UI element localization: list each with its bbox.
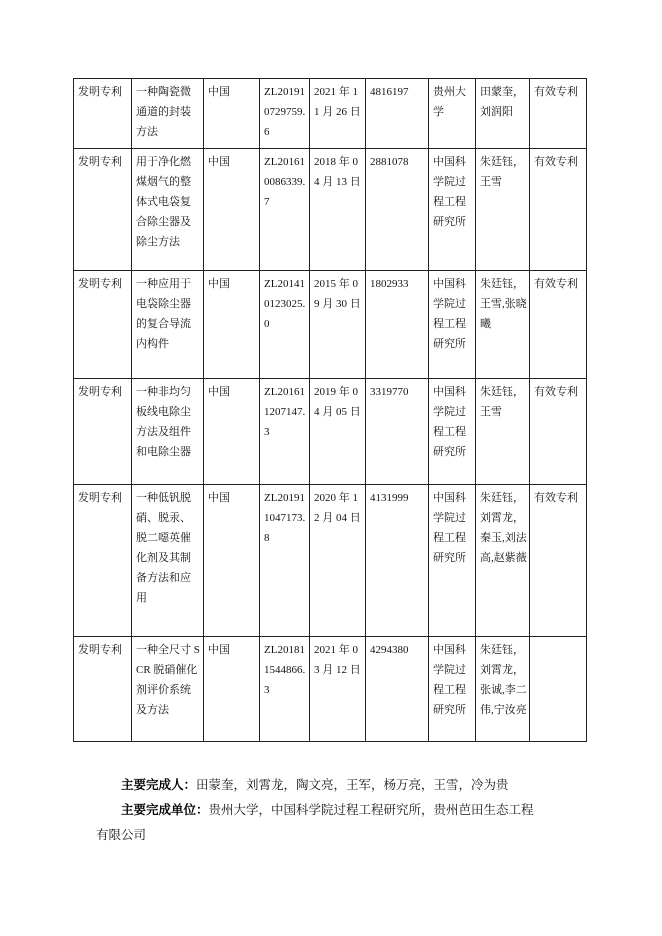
summary-section [96,773,606,848]
cell-owner: 中国科学院过程工程研究所 [429,271,476,379]
main-completers-names: 田蒙奎，刘霄龙，陶文亮，王军，杨万亮，王雪，冷为贵 [196,778,509,792]
table-row [74,485,587,637]
table-row [74,79,587,149]
cell-status: 有效专利 [530,485,587,637]
cell-patent-number: ZL201910729759.6 [260,79,310,149]
cell-auth-date: 2019 年 04 月 05 日 [310,379,366,485]
cell-country: 中国 [204,271,260,379]
cell-status: 有效专利 [530,379,587,485]
cell-patent-type: 发明专利 [74,79,132,149]
cell-country: 中国 [204,379,260,485]
table-row [74,637,587,742]
cell-patent-name: 一种陶瓷微通道的封装方法 [132,79,204,149]
cell-inventors: 田蒙奎，刘润阳 [476,79,530,149]
cell-country: 中国 [204,149,260,271]
cell-patent-type: 发明专利 [74,271,132,379]
cell-cert-number: 2881078 [366,149,429,271]
main-units-names: 贵州大学，中国科学院过程工程研究所，贵州芭田生态工程有限公司 [96,803,534,842]
cell-owner: 贵州大学 [429,79,476,149]
cell-inventors: 朱廷钰，王雪,张晓曦 [476,271,530,379]
cell-inventors: 朱廷钰，刘霄龙，张诚,李二伟,宁汝亮 [476,637,530,742]
cell-patent-number: ZL201611207147.3 [260,379,310,485]
cell-patent-type: 发明专利 [74,149,132,271]
table-row [74,379,587,485]
cell-auth-date: 2020 年 12 月 04 日 [310,485,366,637]
table-row [74,271,587,379]
cell-auth-date: 2021 年 11 月 26 日 [310,79,366,149]
main-units-label: 主要完成单位： [121,803,209,817]
cell-country: 中国 [204,637,260,742]
cell-patent-name: 一种非均匀板线电除尘方法及组件和电除尘器 [132,379,204,485]
cell-patent-type: 发明专利 [74,379,132,485]
cell-patent-type: 发明专利 [74,485,132,637]
cell-inventors: 朱廷钰，王雪 [476,149,530,271]
cell-country: 中国 [204,485,260,637]
main-completers-line [96,773,606,798]
cell-patent-number: ZL201911047173.8 [260,485,310,637]
cell-cert-number: 1802933 [366,271,429,379]
table-row [74,149,587,271]
cell-cert-number: 4131999 [366,485,429,637]
cell-patent-number: ZL201610086339.7 [260,149,310,271]
cell-owner: 中国科学院过程工程研究所 [429,485,476,637]
cell-patent-type: 发明专利 [74,637,132,742]
cell-inventors: 朱廷钰，刘霄龙，秦玉,刘法高,赵紫薇 [476,485,530,637]
cell-inventors: 朱廷钰，王雪 [476,379,530,485]
cell-status: 有效专利 [530,149,587,271]
cell-patent-name: 一种应用于电袋除尘器的复合导流内构件 [132,271,204,379]
cell-owner: 中国科学院过程工程研究所 [429,379,476,485]
cell-owner: 中国科学院过程工程研究所 [429,637,476,742]
cell-patent-name: 用于净化燃煤烟气的整体式电袋复合除尘器及除尘方法 [132,149,204,271]
cell-owner: 中国科学院过程工程研究所 [429,149,476,271]
cell-status: 有效专利 [530,79,587,149]
cell-status: 有效专利 [530,271,587,379]
cell-patent-number: ZL201410123025.0 [260,271,310,379]
cell-patent-number: ZL201811544866.3 [260,637,310,742]
cell-auth-date: 2021 年 03 月 12 日 [310,637,366,742]
main-units-line [96,798,541,848]
cell-status [530,637,587,742]
cell-cert-number: 3319770 [366,379,429,485]
cell-country: 中国 [204,79,260,149]
main-completers-label: 主要完成人： [121,778,197,792]
cell-patent-name: 一种全尺寸 SCR 脱硝催化剂评价系统及方法 [132,637,204,742]
cell-cert-number: 4816197 [366,79,429,149]
patent-table [73,78,587,742]
cell-patent-name: 一种低钒脱硝、脱汞、脱二噁英催化剂及其制备方法和应用 [132,485,204,637]
cell-auth-date: 2015 年 09 月 30 日 [310,271,366,379]
cell-cert-number: 4294380 [366,637,429,742]
cell-auth-date: 2018 年 04 月 13 日 [310,149,366,271]
